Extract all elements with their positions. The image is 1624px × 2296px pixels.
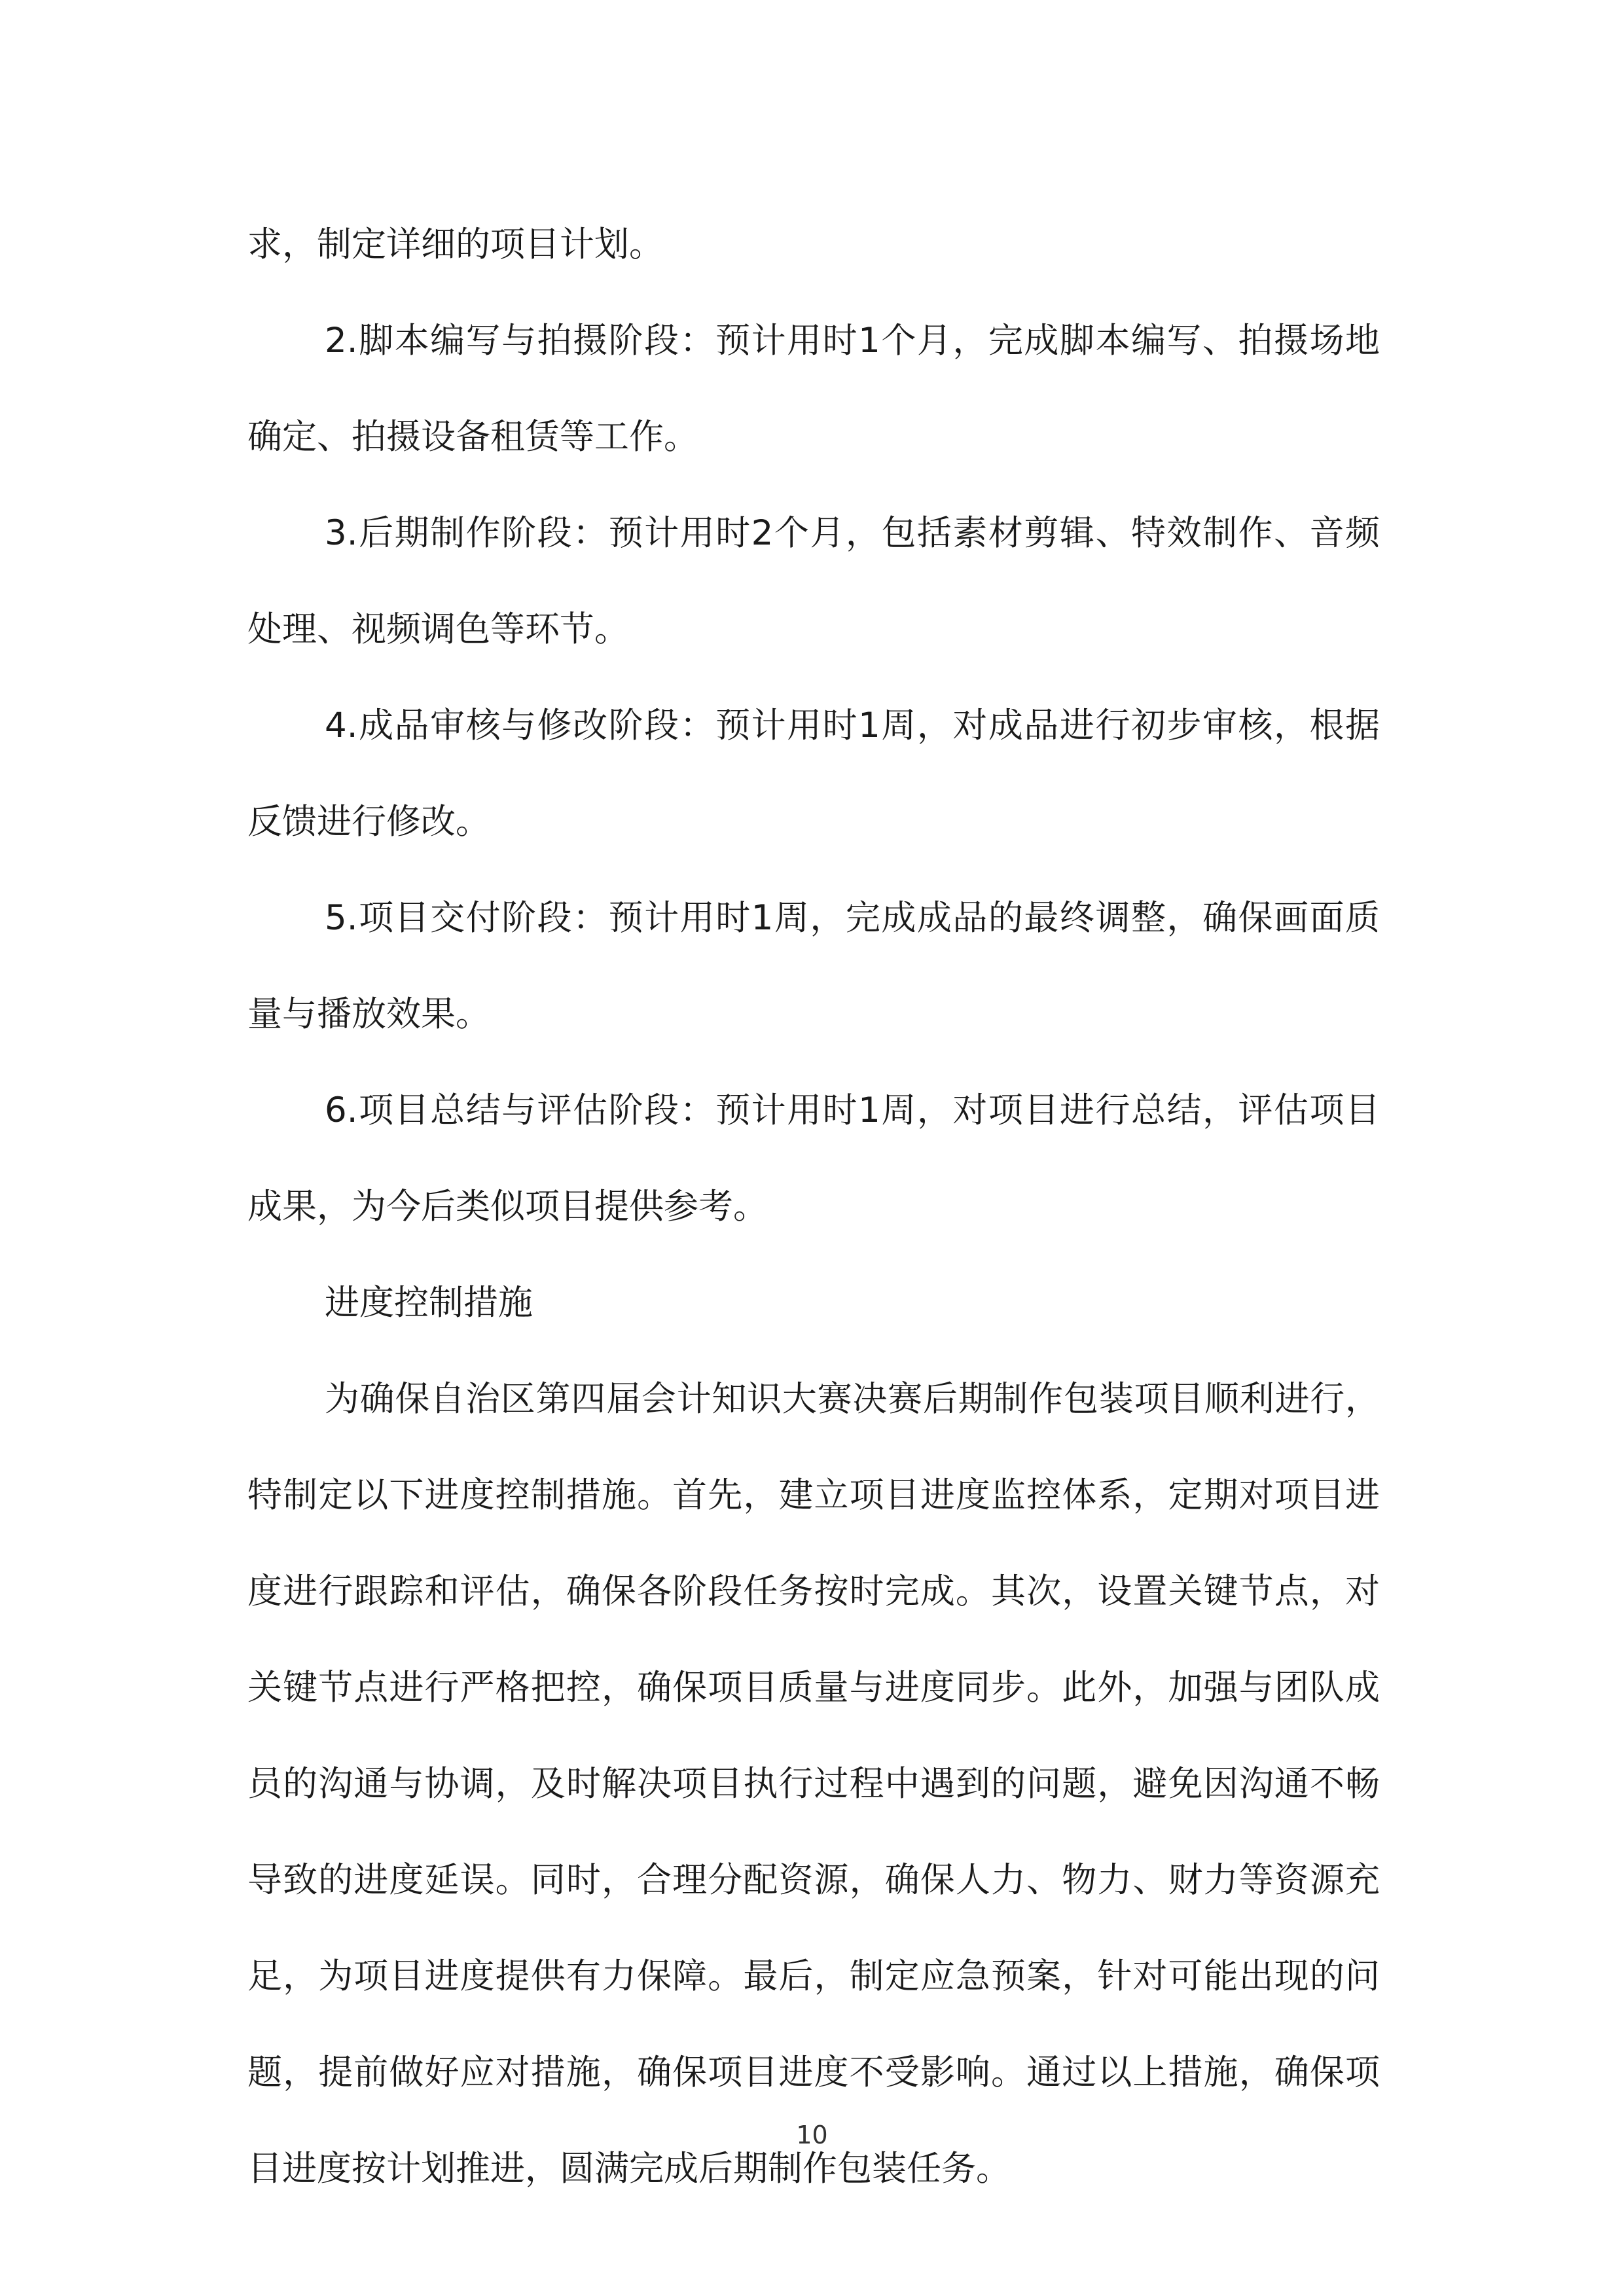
paragraph-schedule-control-measures: 为确保自治区第四届会计知识大赛决赛后期制作包装项目顺利进行，特制定以下进度控制措施。首先，建立项目进度监控体系，定期对项目进度进行跟踪和评估，确保各阶段任务按时完成。其次，设置关键节点，对关键节点进行严格把控，确保项目质量与进度同步。此外，加强与团队成员的沟通与协调，及时解决项目执行过程中遇到的问题，避免因沟通不畅导致的进度延误。同时，合理分配资源，确保人力、物力、财力等资源充足，为项目进度提供有力保障。最后，制定应急预案，针对可能出现的问题，提前做好应对措施，确保项目进度不受影响。通过以上措施，确保项目进度按计划推进，圆满完成后期制作包装任务。	[247, 1379, 1380, 2189]
paragraph-stage-5: 5.项目交付阶段：预计用时1周，完成成品的最终调整，确保画面质量与播放效果。	[247, 898, 1380, 1034]
page-body	[247, 196, 1380, 2217]
paragraph-stage-2: 2.脚本编写与拍摄阶段：预计用时1个月，完成脚本编写、拍摄场地确定、拍摄设备租赁等工作。	[247, 321, 1380, 457]
page-number: 10	[796, 2121, 828, 2149]
paragraph-stage-4: 4.成品审核与修改阶段：预计用时1周，对成品进行初步审核，根据反馈进行修改。	[247, 706, 1380, 842]
paragraph-continuation: 求，制定详细的项目计划。	[247, 224, 664, 264]
section-heading-schedule-control: 进度控制措施	[325, 1283, 533, 1323]
paragraph-stage-3: 3.后期制作阶段：预计用时2个月，包括素材剪辑、特效制作、音频处理、视频调色等环节。	[247, 513, 1380, 649]
paragraph-stage-6: 6.项目总结与评估阶段：预计用时1周，对项目进行总结，评估项目成果，为今后类似项目提供参考。	[247, 1090, 1380, 1227]
